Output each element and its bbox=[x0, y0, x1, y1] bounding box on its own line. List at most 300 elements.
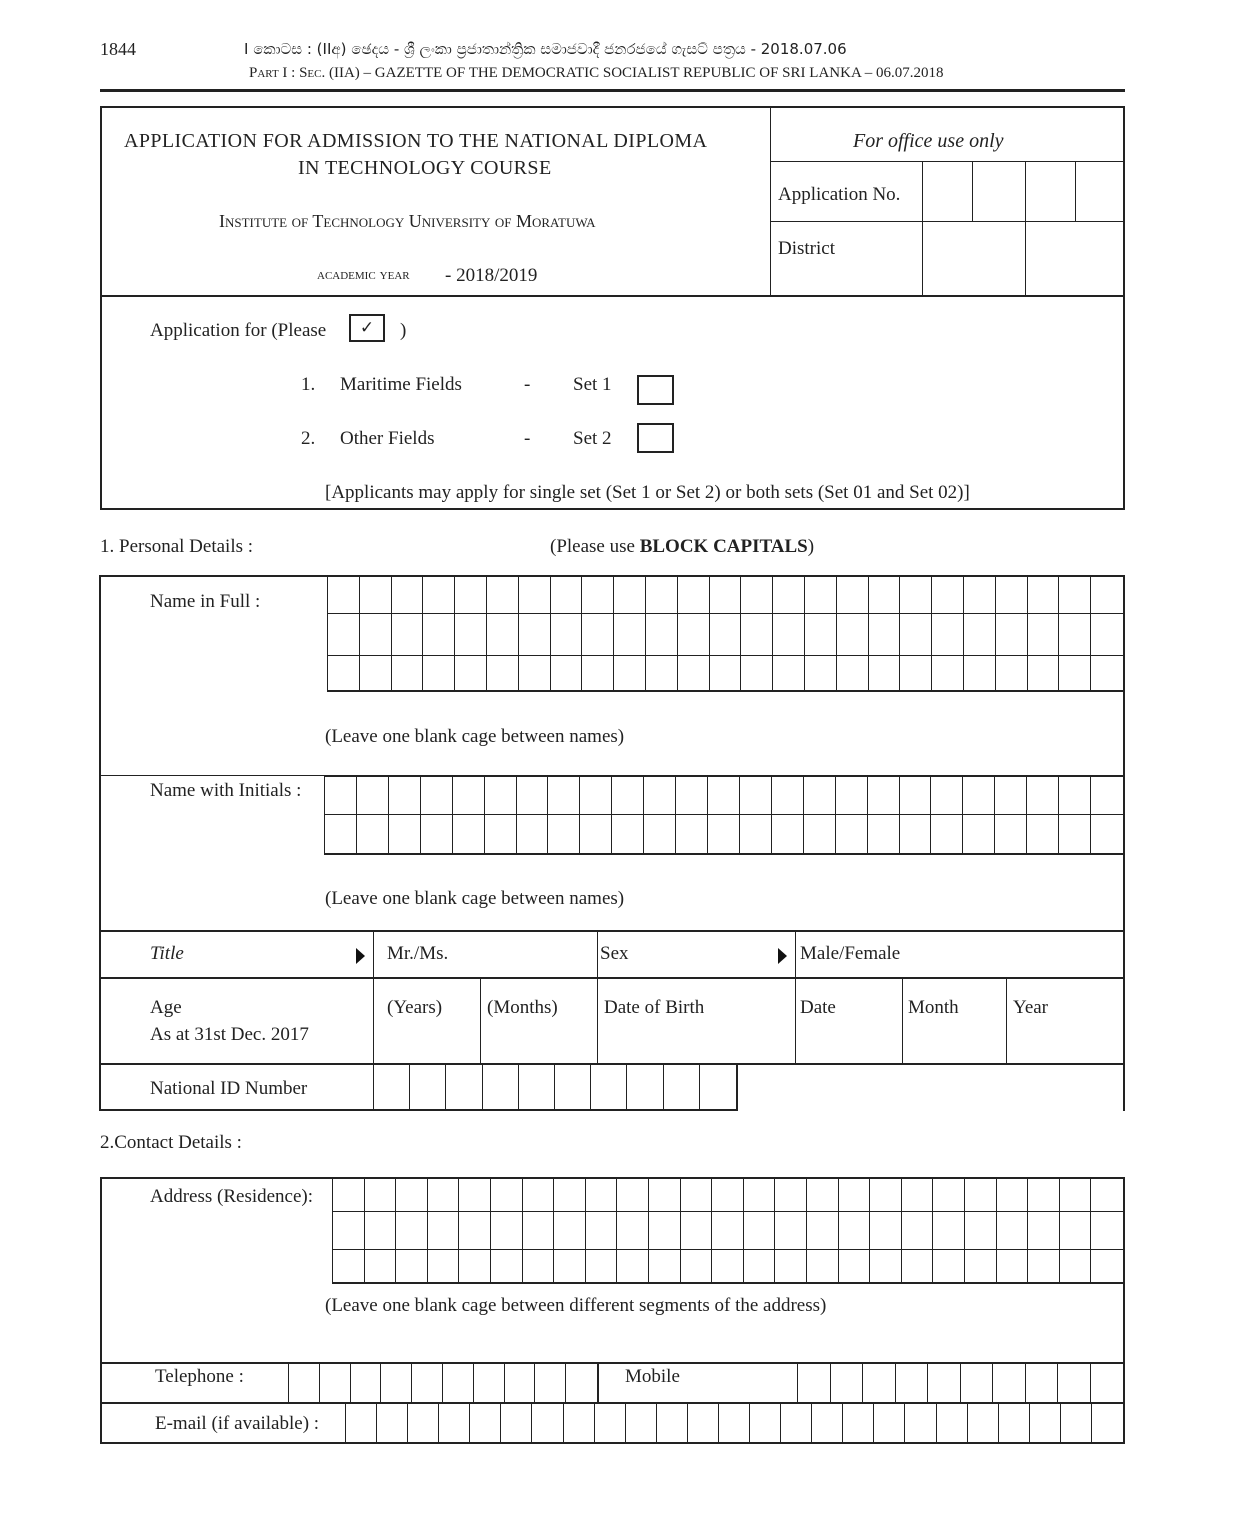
cage[interactable] bbox=[712, 1179, 744, 1212]
dob-month-field[interactable]: Month bbox=[908, 997, 959, 1018]
cage[interactable] bbox=[1060, 1179, 1092, 1212]
cage[interactable] bbox=[453, 815, 485, 853]
cage[interactable] bbox=[995, 815, 1027, 853]
cage[interactable] bbox=[646, 577, 678, 614]
cage[interactable] bbox=[617, 1212, 649, 1250]
cage[interactable] bbox=[360, 656, 392, 690]
name-initials-cages[interactable] bbox=[324, 775, 1125, 855]
cage[interactable] bbox=[869, 577, 901, 614]
cage[interactable] bbox=[965, 1212, 997, 1250]
cage[interactable] bbox=[455, 614, 487, 656]
name-initials-label: Name with Initials : bbox=[150, 780, 302, 801]
cage[interactable] bbox=[396, 1212, 428, 1250]
cage[interactable] bbox=[519, 1063, 555, 1109]
cage[interactable] bbox=[612, 815, 644, 853]
application-no-cage-2[interactable] bbox=[974, 163, 1024, 220]
cage[interactable] bbox=[1028, 656, 1060, 690]
cage[interactable] bbox=[999, 1402, 1030, 1444]
cage[interactable] bbox=[421, 815, 453, 853]
age-sub-label: As at 31st Dec. 2017 bbox=[150, 1024, 309, 1045]
cage[interactable] bbox=[772, 815, 804, 853]
cage[interactable] bbox=[805, 577, 837, 614]
cage[interactable] bbox=[831, 1362, 864, 1403]
cage[interactable] bbox=[582, 614, 614, 656]
cage[interactable] bbox=[474, 1362, 505, 1403]
cage[interactable] bbox=[357, 777, 389, 815]
cage[interactable] bbox=[869, 656, 901, 690]
cage[interactable] bbox=[775, 1179, 807, 1212]
cage[interactable] bbox=[428, 1179, 460, 1212]
nic-cages[interactable] bbox=[373, 1063, 738, 1111]
cage[interactable] bbox=[1060, 1250, 1092, 1282]
cage[interactable] bbox=[470, 1402, 501, 1444]
cage[interactable] bbox=[1059, 656, 1091, 690]
cage[interactable] bbox=[902, 1179, 934, 1212]
cage[interactable] bbox=[519, 577, 551, 614]
cage[interactable] bbox=[874, 1402, 905, 1444]
cage[interactable] bbox=[837, 614, 869, 656]
cage[interactable] bbox=[325, 815, 357, 853]
cage[interactable] bbox=[365, 1212, 397, 1250]
cage[interactable] bbox=[836, 777, 868, 815]
address-label: Address (Residence): bbox=[150, 1186, 314, 1207]
cage[interactable] bbox=[744, 1212, 776, 1250]
cage[interactable] bbox=[554, 1179, 586, 1212]
option-1-number: 1. bbox=[301, 374, 316, 395]
cage[interactable] bbox=[996, 577, 1028, 614]
cage[interactable] bbox=[964, 614, 996, 656]
cage[interactable] bbox=[535, 1362, 566, 1403]
cage[interactable] bbox=[1091, 1250, 1123, 1282]
arrow-right-icon bbox=[356, 948, 365, 964]
cage[interactable] bbox=[681, 1250, 713, 1282]
cage[interactable] bbox=[649, 1179, 681, 1212]
cage[interactable] bbox=[328, 614, 360, 656]
cage[interactable] bbox=[564, 1402, 595, 1444]
cage[interactable] bbox=[374, 1063, 410, 1109]
cage[interactable] bbox=[1059, 777, 1091, 815]
cage[interactable] bbox=[551, 656, 583, 690]
cage[interactable] bbox=[863, 1362, 896, 1403]
cage[interactable] bbox=[931, 777, 963, 815]
cage[interactable] bbox=[931, 815, 963, 853]
cage[interactable] bbox=[996, 614, 1028, 656]
cage[interactable] bbox=[997, 1212, 1029, 1250]
cage[interactable] bbox=[389, 777, 421, 815]
cage[interactable] bbox=[328, 656, 360, 690]
cage[interactable] bbox=[657, 1402, 688, 1444]
cage[interactable] bbox=[333, 1179, 365, 1212]
cage[interactable] bbox=[964, 656, 996, 690]
cage[interactable] bbox=[937, 1402, 968, 1444]
cage[interactable] bbox=[554, 1250, 586, 1282]
cage[interactable] bbox=[775, 1250, 807, 1282]
cage[interactable] bbox=[932, 577, 964, 614]
cage[interactable] bbox=[485, 815, 517, 853]
cage[interactable] bbox=[773, 577, 805, 614]
cage[interactable] bbox=[346, 1402, 377, 1444]
cage[interactable] bbox=[1091, 577, 1123, 614]
cage[interactable] bbox=[676, 777, 708, 815]
cage[interactable] bbox=[491, 1179, 523, 1212]
cage[interactable] bbox=[839, 1250, 871, 1282]
cage[interactable] bbox=[644, 815, 676, 853]
cage[interactable] bbox=[932, 614, 964, 656]
cage[interactable] bbox=[551, 577, 583, 614]
cage[interactable] bbox=[837, 577, 869, 614]
cage[interactable] bbox=[591, 1063, 627, 1109]
cage[interactable] bbox=[933, 1212, 965, 1250]
cage[interactable] bbox=[532, 1402, 563, 1444]
sex-options[interactable]: Male/Female bbox=[800, 943, 901, 964]
cage[interactable] bbox=[928, 1362, 961, 1403]
cage[interactable] bbox=[408, 1402, 439, 1444]
cage[interactable] bbox=[582, 656, 614, 690]
cage[interactable] bbox=[487, 577, 519, 614]
cage[interactable] bbox=[555, 1063, 591, 1109]
cage[interactable] bbox=[505, 1362, 536, 1403]
cage[interactable] bbox=[389, 815, 421, 853]
cage[interactable] bbox=[325, 777, 357, 815]
age-months-field[interactable]: (Months) bbox=[487, 997, 558, 1018]
gazette-sinhala-header: I කොටස : (IIඅ) ඡෙදය - ශ්‍රී ලංකා ප්‍රජාතාන්ත්‍රික සමාජවාදී ජනරජයේ ගැසට් පත්‍රය - 2018.07.06 bbox=[244, 40, 847, 58]
cage[interactable] bbox=[900, 777, 932, 815]
cage[interactable] bbox=[900, 614, 932, 656]
cage[interactable] bbox=[586, 1179, 618, 1212]
cage[interactable] bbox=[487, 656, 519, 690]
cage[interactable] bbox=[741, 577, 773, 614]
cage[interactable] bbox=[741, 656, 773, 690]
cage[interactable] bbox=[360, 614, 392, 656]
cage[interactable] bbox=[483, 1063, 519, 1109]
cage[interactable] bbox=[836, 815, 868, 853]
cage[interactable] bbox=[1091, 614, 1123, 656]
cage[interactable] bbox=[392, 656, 424, 690]
cage[interactable] bbox=[455, 577, 487, 614]
set-1-checkbox[interactable] bbox=[637, 375, 674, 405]
cage[interactable] bbox=[1061, 1402, 1092, 1444]
cage[interactable] bbox=[485, 777, 517, 815]
cage[interactable] bbox=[712, 1212, 744, 1250]
cage[interactable] bbox=[396, 1179, 428, 1212]
cage[interactable] bbox=[580, 777, 612, 815]
cage[interactable] bbox=[614, 614, 646, 656]
cage[interactable] bbox=[627, 1063, 663, 1109]
cage[interactable] bbox=[548, 815, 580, 853]
cage[interactable] bbox=[664, 1063, 700, 1109]
cage[interactable] bbox=[1091, 1362, 1124, 1403]
cage[interactable] bbox=[681, 1212, 713, 1250]
cage[interactable] bbox=[869, 614, 901, 656]
cage[interactable] bbox=[744, 1179, 776, 1212]
application-no-cage-3[interactable] bbox=[1027, 163, 1074, 220]
cage[interactable] bbox=[1030, 1402, 1061, 1444]
cage[interactable] bbox=[501, 1402, 532, 1444]
cage[interactable] bbox=[804, 777, 836, 815]
cage[interactable] bbox=[700, 1063, 736, 1109]
cage[interactable] bbox=[995, 777, 1027, 815]
cage[interactable] bbox=[428, 1250, 460, 1282]
cage[interactable] bbox=[805, 614, 837, 656]
cage[interactable] bbox=[807, 1212, 839, 1250]
cage[interactable] bbox=[396, 1250, 428, 1282]
cage[interactable] bbox=[900, 656, 932, 690]
cage[interactable] bbox=[681, 1179, 713, 1212]
cage[interactable] bbox=[798, 1362, 831, 1403]
cage[interactable] bbox=[612, 777, 644, 815]
cage[interactable] bbox=[1028, 1212, 1060, 1250]
cage[interactable] bbox=[710, 656, 742, 690]
cage[interactable] bbox=[807, 1179, 839, 1212]
name-full-note: (Leave one blank cage between names) bbox=[325, 726, 625, 747]
cage[interactable] bbox=[1026, 1362, 1059, 1403]
dob-year-field[interactable]: Year bbox=[1013, 997, 1049, 1018]
cage[interactable] bbox=[487, 614, 519, 656]
cage[interactable] bbox=[837, 656, 869, 690]
cage[interactable] bbox=[708, 815, 740, 853]
name-initials-note: (Leave one blank cage between names) bbox=[325, 888, 625, 909]
cage[interactable] bbox=[773, 656, 805, 690]
cage[interactable] bbox=[965, 1179, 997, 1212]
cage[interactable] bbox=[1028, 1179, 1060, 1212]
cage[interactable] bbox=[963, 815, 995, 853]
option-1-dash: - bbox=[524, 374, 531, 395]
cage[interactable] bbox=[328, 577, 360, 614]
cage[interactable] bbox=[646, 656, 678, 690]
cage[interactable] bbox=[595, 1402, 626, 1444]
form-title-line2: IN TECHNOLOGY COURSE bbox=[298, 157, 552, 179]
cage[interactable] bbox=[1027, 815, 1059, 853]
cage[interactable] bbox=[617, 1179, 649, 1212]
cage[interactable] bbox=[870, 1212, 902, 1250]
address-cages[interactable] bbox=[332, 1177, 1125, 1284]
age-years-field[interactable]: (Years) bbox=[387, 997, 443, 1018]
cage[interactable] bbox=[649, 1250, 681, 1282]
cage[interactable] bbox=[646, 614, 678, 656]
application-no-cage-4[interactable] bbox=[1077, 163, 1123, 220]
cage[interactable] bbox=[740, 777, 772, 815]
cage[interactable] bbox=[455, 656, 487, 690]
title-options[interactable]: Mr./Ms. bbox=[387, 943, 449, 964]
cage[interactable] bbox=[963, 777, 995, 815]
cage[interactable] bbox=[566, 1362, 597, 1403]
cage[interactable] bbox=[781, 1402, 812, 1444]
title-label: Title bbox=[150, 943, 184, 964]
cage[interactable] bbox=[900, 815, 932, 853]
option-1-field: Maritime Fields bbox=[340, 374, 462, 395]
email-cages[interactable] bbox=[345, 1402, 1125, 1444]
cage[interactable] bbox=[1091, 815, 1123, 853]
cage[interactable] bbox=[412, 1362, 443, 1403]
application-no-cage-1[interactable] bbox=[924, 163, 971, 220]
cage[interactable] bbox=[459, 1212, 491, 1250]
header-rule bbox=[100, 89, 1125, 92]
cage[interactable] bbox=[1091, 1179, 1123, 1212]
cage[interactable] bbox=[900, 577, 932, 614]
cage[interactable] bbox=[453, 777, 485, 815]
cage[interactable] bbox=[1060, 1212, 1092, 1250]
cage[interactable] bbox=[870, 1250, 902, 1282]
nic-label: National ID Number bbox=[150, 1078, 308, 1099]
cage[interactable] bbox=[446, 1063, 482, 1109]
cage[interactable] bbox=[439, 1402, 470, 1444]
cage[interactable] bbox=[997, 1179, 1029, 1212]
cage[interactable] bbox=[381, 1362, 412, 1403]
cage[interactable] bbox=[1058, 1362, 1091, 1403]
cage[interactable] bbox=[351, 1362, 382, 1403]
cage[interactable] bbox=[905, 1402, 936, 1444]
cage[interactable] bbox=[423, 614, 455, 656]
cage[interactable] bbox=[750, 1402, 781, 1444]
cage[interactable] bbox=[964, 577, 996, 614]
application-note: [Applicants may apply for single set (Set 1 or Set 2) or both sets (Set 01 and Set 02)] bbox=[325, 482, 970, 503]
cage[interactable] bbox=[993, 1362, 1026, 1403]
telephone-cages[interactable] bbox=[288, 1362, 599, 1403]
cage[interactable] bbox=[719, 1402, 750, 1444]
cage[interactable] bbox=[548, 777, 580, 815]
cage[interactable] bbox=[678, 577, 710, 614]
cage[interactable] bbox=[843, 1402, 874, 1444]
cage[interactable] bbox=[1059, 577, 1091, 614]
cage[interactable] bbox=[523, 1179, 555, 1212]
cage[interactable] bbox=[523, 1212, 555, 1250]
cage[interactable] bbox=[360, 577, 392, 614]
tick-example-box bbox=[349, 314, 385, 342]
cage[interactable] bbox=[961, 1362, 994, 1403]
cage[interactable] bbox=[523, 1250, 555, 1282]
set-2-checkbox[interactable] bbox=[637, 423, 674, 453]
cage[interactable] bbox=[554, 1212, 586, 1250]
cage[interactable] bbox=[902, 1212, 934, 1250]
cage[interactable] bbox=[586, 1212, 618, 1250]
cage[interactable] bbox=[443, 1362, 474, 1403]
cage[interactable] bbox=[519, 614, 551, 656]
cage[interactable] bbox=[428, 1212, 460, 1250]
cage[interactable] bbox=[1027, 777, 1059, 815]
mobile-cages[interactable] bbox=[797, 1362, 1125, 1403]
cage[interactable] bbox=[868, 777, 900, 815]
cage[interactable] bbox=[775, 1212, 807, 1250]
cage[interactable] bbox=[1091, 656, 1123, 690]
cage[interactable] bbox=[678, 614, 710, 656]
cage[interactable] bbox=[1028, 577, 1060, 614]
cage[interactable] bbox=[614, 656, 646, 690]
cage[interactable] bbox=[744, 1250, 776, 1282]
cage[interactable] bbox=[741, 614, 773, 656]
cage[interactable] bbox=[551, 614, 583, 656]
cage[interactable] bbox=[333, 1250, 365, 1282]
cage[interactable] bbox=[676, 815, 708, 853]
cage[interactable] bbox=[423, 577, 455, 614]
cage[interactable] bbox=[773, 614, 805, 656]
cage[interactable] bbox=[517, 815, 549, 853]
cage[interactable] bbox=[423, 656, 455, 690]
cage[interactable] bbox=[740, 815, 772, 853]
cage[interactable] bbox=[617, 1250, 649, 1282]
cage[interactable] bbox=[365, 1250, 397, 1282]
cage[interactable] bbox=[896, 1362, 929, 1403]
email-label: E-mail (if available) : bbox=[155, 1413, 320, 1434]
cage[interactable] bbox=[678, 656, 710, 690]
cage[interactable] bbox=[710, 577, 742, 614]
cage[interactable] bbox=[421, 777, 453, 815]
cage[interactable] bbox=[1091, 1212, 1123, 1250]
cage[interactable] bbox=[649, 1212, 681, 1250]
cage[interactable] bbox=[1028, 1250, 1060, 1282]
cage[interactable] bbox=[868, 815, 900, 853]
cage[interactable] bbox=[491, 1212, 523, 1250]
cage[interactable] bbox=[1059, 614, 1091, 656]
cage[interactable] bbox=[804, 815, 836, 853]
cage[interactable] bbox=[812, 1402, 843, 1444]
district-field-2[interactable] bbox=[1027, 223, 1123, 294]
cage[interactable] bbox=[710, 614, 742, 656]
cage[interactable] bbox=[614, 577, 646, 614]
cage[interactable] bbox=[357, 815, 389, 853]
cage[interactable] bbox=[1059, 815, 1091, 853]
cage[interactable] bbox=[626, 1402, 657, 1444]
cage[interactable] bbox=[377, 1402, 408, 1444]
cage[interactable] bbox=[870, 1179, 902, 1212]
cage[interactable] bbox=[932, 656, 964, 690]
cage[interactable] bbox=[459, 1179, 491, 1212]
dob-label: Date of Birth bbox=[604, 997, 705, 1018]
cage[interactable] bbox=[459, 1250, 491, 1282]
cage[interactable] bbox=[902, 1250, 934, 1282]
cage[interactable] bbox=[289, 1362, 320, 1403]
cage[interactable] bbox=[644, 777, 676, 815]
cage[interactable] bbox=[708, 777, 740, 815]
cage[interactable] bbox=[582, 577, 614, 614]
cage[interactable] bbox=[839, 1212, 871, 1250]
cage[interactable] bbox=[688, 1402, 719, 1444]
cage[interactable] bbox=[580, 815, 612, 853]
institute-name: Institute of Technology University of Moratuwa bbox=[219, 211, 596, 231]
cage[interactable] bbox=[365, 1179, 397, 1212]
cage[interactable] bbox=[997, 1250, 1029, 1282]
cage[interactable] bbox=[586, 1250, 618, 1282]
cage[interactable] bbox=[392, 614, 424, 656]
cage[interactable] bbox=[333, 1212, 365, 1250]
cage[interactable] bbox=[1092, 1402, 1123, 1444]
cage[interactable] bbox=[392, 577, 424, 614]
cage[interactable] bbox=[968, 1402, 999, 1444]
academic-year-value: - 2018/2019 bbox=[445, 265, 538, 286]
cage[interactable] bbox=[517, 777, 549, 815]
cage[interactable] bbox=[807, 1250, 839, 1282]
cage[interactable] bbox=[1091, 777, 1123, 815]
cage[interactable] bbox=[839, 1179, 871, 1212]
page-number: 1844 bbox=[100, 39, 136, 59]
cage[interactable] bbox=[320, 1362, 351, 1403]
cage[interactable] bbox=[410, 1063, 446, 1109]
district-field-1[interactable] bbox=[924, 223, 1024, 294]
cage[interactable] bbox=[491, 1250, 523, 1282]
cage[interactable] bbox=[805, 656, 837, 690]
cage[interactable] bbox=[712, 1250, 744, 1282]
option-2-number: 2. bbox=[301, 428, 316, 449]
cage[interactable] bbox=[996, 656, 1028, 690]
cage[interactable] bbox=[933, 1179, 965, 1212]
cage[interactable] bbox=[965, 1250, 997, 1282]
dob-date-field[interactable]: Date bbox=[800, 997, 836, 1018]
cage[interactable] bbox=[772, 777, 804, 815]
application-for-label: Application for (Please bbox=[150, 320, 327, 341]
cage[interactable] bbox=[519, 656, 551, 690]
cage[interactable] bbox=[1028, 614, 1060, 656]
cage[interactable] bbox=[933, 1250, 965, 1282]
name-full-cages[interactable] bbox=[327, 575, 1125, 692]
